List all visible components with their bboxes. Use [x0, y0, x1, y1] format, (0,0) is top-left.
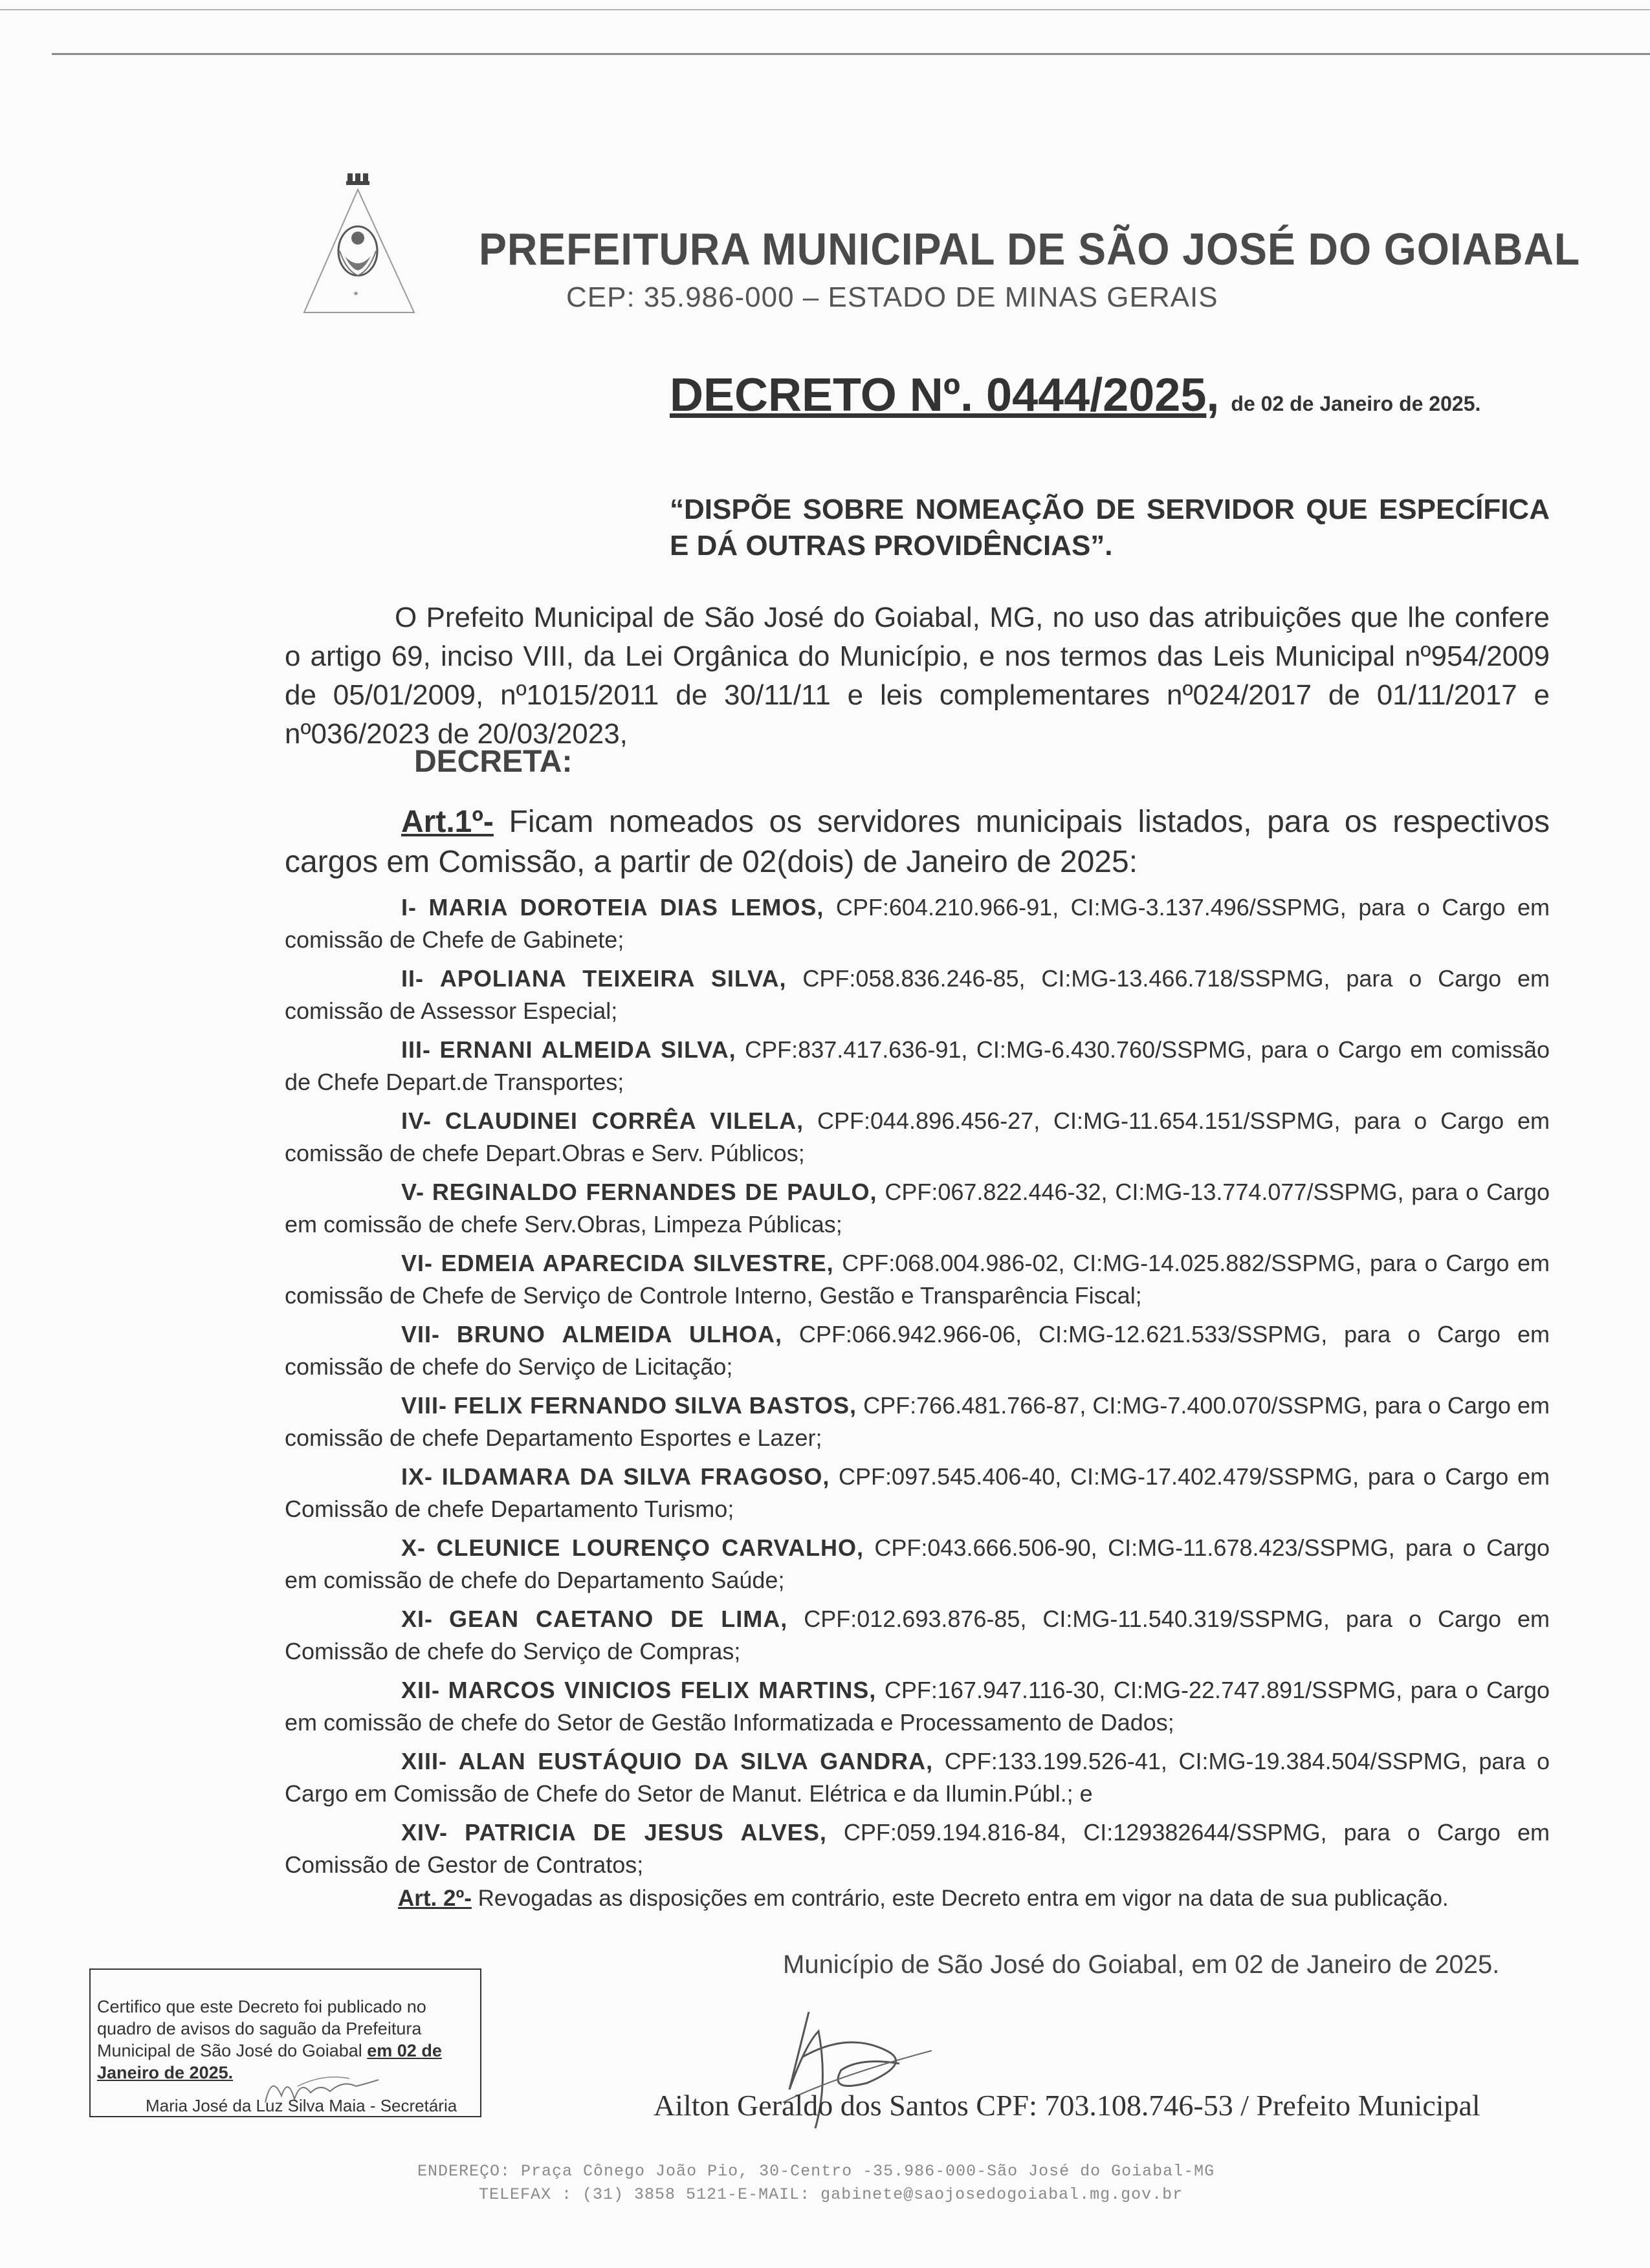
certificate-date: em 02 de Janeiro de 2025.: [97, 2041, 442, 2082]
decree-comma: ,: [1206, 369, 1220, 421]
appointee-numeral: XIV-: [401, 1819, 448, 1846]
appointee-name: APOLIANA TEIXEIRA SILVA,: [439, 965, 787, 992]
appointee-name: CLEUNICE LOURENÇO CARVALHO,: [436, 1534, 864, 1561]
appointee-name: GEAN CAETANO DE LIMA,: [449, 1606, 788, 1632]
appointee-details: CPF:167.947.116-30, CI:MG-22.747.891/SSPMG, para o Cargo em comissão de chefe do Setor de Gestão Informatizada e Processamento de Dados;: [285, 1677, 1550, 1736]
appointee-numeral: VI-: [401, 1250, 434, 1276]
article-2-label: Art. 2º-: [398, 1886, 472, 1911]
appointee-item: [285, 963, 1550, 1027]
appointee-item: [285, 1816, 1550, 1881]
appointee-details: CPF:133.199.526-41, CI:MG-19.384.504/SSPMG, para o Cargo em Comissão de Chefe do Setor de Manut. Elétrica e da Ilumin.Públ.; e: [285, 1748, 1550, 1807]
article-2-text: Revogadas as disposições em contrário, este Decreto entra em vigor na data de sua publicação.: [471, 1886, 1449, 1911]
municipality-subtitle: CEP: 35.986-000 – ESTADO DE MINAS GERAIS: [566, 281, 1218, 313]
preamble-paragraph: [285, 598, 1550, 754]
appointee-item: [285, 1390, 1550, 1454]
appointee-item: [285, 1318, 1550, 1383]
appointee-details: CPF:059.194.816-84, CI:129382644/SSPMG, para o Cargo em Comissão de Gestor de Contratos;: [285, 1819, 1550, 1878]
decreta-heading: DECRETA:: [414, 745, 573, 779]
municipality-title: PREFEITURA MUNICIPAL DE SÃO JOSÉ DO GOIABAL: [479, 224, 1581, 274]
svg-text:✶: ✶: [353, 289, 360, 298]
article-1-label: Art.1º-: [401, 805, 494, 839]
appointee-numeral: V-: [401, 1179, 425, 1205]
preamble-text: O Prefeito Municipal de São José do Goiabal, MG, no uso das atribuições que lhe confere o artigo 69, inciso VIII, da Lei Orgânica do Município, e nos termos das Leis Municipal nº954/2009 de 05/01/2009, nº1015/2011 de 30/11/11 e leis complementares nº024/2017 de 01/11/2017 e nº036/2023 de 20/03/2023,: [285, 602, 1550, 750]
appointee-name: PATRICIA DE JESUS ALVES,: [465, 1819, 827, 1846]
appointee-numeral: III-: [401, 1036, 431, 1063]
appointee-name: EDMEIA APARECIDA SILVESTRE,: [441, 1250, 834, 1276]
decree-summary: “DISPÕE SOBRE NOMEAÇÃO DE SERVIDOR QUE ESPECÍFICA E DÁ OUTRAS PROVIDÊNCIAS”.: [670, 494, 1550, 562]
article-1: [285, 802, 1550, 882]
appointee-details: CPF:012.693.876-85, CI:MG-11.540.319/SSPMG, para o Cargo em Comissão de chefe do Serviço de Compras;: [285, 1606, 1550, 1664]
appointee-name: CLAUDINEI CORRÊA VILELA,: [445, 1107, 804, 1134]
scan-edge-line: [52, 53, 1650, 55]
appointee-numeral: IX-: [401, 1463, 434, 1490]
decree-date: de 02 de Janeiro de 2025.: [1231, 392, 1481, 415]
appointee-details: CPF:067.822.446-32, CI:MG-13.774.077/SSPMG, para o Cargo em comissão de chefe Serv.Obras, Limpeza Públicas;: [285, 1179, 1550, 1238]
appointee-numeral: IV-: [401, 1107, 432, 1134]
appointee-numeral: X-: [401, 1534, 426, 1561]
appointee-details: CPF:044.896.456-27, CI:MG-11.654.151/SSPMG, para o Cargo em comissão de chefe Depart.Obras e Serv. Públicos;: [285, 1107, 1550, 1166]
appointee-numeral: XIII-: [401, 1748, 448, 1774]
appointee-name: MARCOS VINICIOS FELIX MARTINS,: [448, 1677, 877, 1703]
decree-heading: [670, 369, 1480, 422]
appointee-item: [285, 1247, 1550, 1312]
certificate-signer: Maria José da Luz Silva Maia - Secretária: [146, 2096, 457, 2115]
certificate-text: Certifico que este Decreto foi publicado no quadro de avisos do saguão da Prefeitura Municipal de São José do Goiabal: [97, 1997, 426, 2060]
article-1-text: Ficam nomeados os servidores municipais listados, para os respectivos cargos em Comissão, a partir de 02(dois) de Janeiro de 2025:: [285, 805, 1550, 879]
appointee-name: MARIA DOROTEIA DIAS LEMOS,: [428, 894, 824, 921]
appointee-item: [285, 891, 1550, 956]
appointee-item: [285, 1532, 1550, 1597]
appointee-details: CPF:068.004.986-02, CI:MG-14.025.882/SSPMG, para o Cargo em comissão de Chefe de Serviço de Controle Interno, Gestão e Transparência Fiscal;: [285, 1250, 1550, 1309]
appointee-details: CPF:097.545.406-40, CI:MG-17.402.479/SSPMG, para o Cargo em Comissão de chefe Departamento Turismo;: [285, 1463, 1550, 1522]
appointee-details: CPF:837.417.636-91, CI:MG-6.430.760/SSPMG, para o Cargo em comissão de Chefe Depart.de Transportes;: [285, 1036, 1550, 1095]
appointee-item: [285, 1745, 1550, 1810]
appointee-item: [285, 1105, 1550, 1170]
appointee-details: CPF:043.666.506-90, CI:MG-11.678.423/SSPMG, para o Cargo em comissão de chefe do Departamento Saúde;: [285, 1534, 1550, 1593]
appointee-details: CPF:058.836.246-85, CI:MG-13.466.718/SSPMG, para o Cargo em comissão de Assessor Especial;: [285, 965, 1550, 1024]
appointee-name: ERNANI ALMEIDA SILVA,: [439, 1036, 736, 1063]
appointee-item: [285, 1034, 1550, 1098]
appointee-name: FELIX FERNANDO SILVA BASTOS,: [454, 1392, 857, 1419]
appointee-name: BRUNO ALMEIDA ULHOA,: [456, 1321, 783, 1347]
place-and-date: Município de São José do Goiabal, em 02 de Janeiro de 2025.: [783, 1950, 1500, 1979]
appointee-details: CPF:604.210.966-91, CI:MG-3.137.496/SSPMG, para o Cargo em comissão de Chefe de Gabinete;: [285, 894, 1550, 953]
appointee-details: CPF:766.481.766-87, CI:MG-7.400.070/SSPMG, para o Cargo em comissão de chefe Departamento Esportes e Lazer;: [285, 1392, 1550, 1451]
appointee-numeral: I-: [401, 894, 417, 921]
appointee-numeral: II-: [401, 965, 424, 992]
appointee-name: REGINALDO FERNANDES DE PAULO,: [432, 1179, 877, 1205]
appointee-details: CPF:066.942.966-06, CI:MG-12.621.533/SSPMG, para o Cargo em comissão de chefe do Serviço de Licitação;: [285, 1321, 1550, 1380]
appointee-item: [285, 1176, 1550, 1241]
footer-contact: TELEFAX : (31) 3858 5121-E-MAIL: gabinete@saojosedogoiabal.mg.gov.br: [479, 2185, 1183, 2204]
mayor-name-line: Ailton Geraldo dos Santos CPF: 703.108.746-53 / Prefeito Municipal: [654, 2089, 1480, 2122]
appointee-item: [285, 1603, 1550, 1668]
article-2: [398, 1886, 1449, 1912]
appointee-numeral: XII-: [401, 1677, 441, 1703]
appointee-name: ALAN EUSTÁQUIO DA SILVA GANDRA,: [458, 1748, 934, 1774]
appointee-numeral: VIII-: [401, 1392, 448, 1419]
scan-edge-line: [0, 9, 1650, 10]
decree-number: DECRETO Nº. 0444/2025: [670, 369, 1207, 421]
appointee-numeral: XI-: [401, 1606, 434, 1632]
appointee-item: [285, 1461, 1550, 1525]
appointee-item: [285, 1674, 1550, 1739]
municipal-crest-icon: [301, 173, 417, 316]
footer-address: ENDEREÇO: Praça Cônego João Pio, 30-Centro -35.986-000-São José do Goiabal-MG: [417, 2162, 1215, 2181]
appointee-numeral: VII-: [401, 1321, 441, 1347]
appointee-name: ILDAMARA DA SILVA FRAGOSO,: [441, 1463, 830, 1490]
